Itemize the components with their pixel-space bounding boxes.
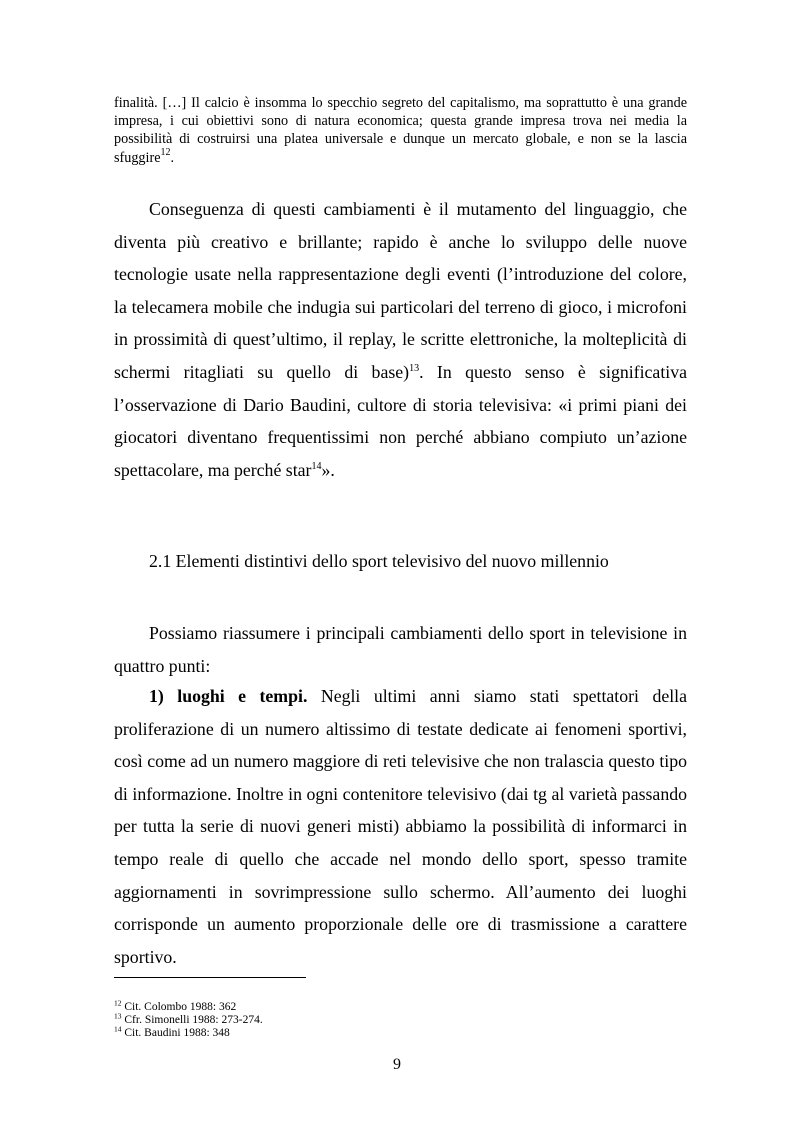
point-title: 1) luoghi e tempi. — [149, 686, 308, 706]
footnote-separator — [114, 977, 306, 978]
paragraph-linguaggio — [114, 193, 687, 486]
footnote-ref-14[interactable]: 14 — [311, 460, 322, 472]
paragraph-text: Negli ultimi anni siamo stati spettatori della proliferazione di un numero altissimo di testate dedicate ai fenomeni sportivi, così come ad un numero maggiore di reti televisive che non tralascia questo tipo di informazione. Inoltre in ogni contenitore televisivo (dai tg al varietà passando per tutta la serie di nuovi generi misti) abbiamo la possibilità di informarci in tempo reale di quello che accade nel mondo dello sport, spesso tramite aggiornamenti in sovrimpressione sullo schermo. All’aumento dei luoghi corrisponde un aumento proporzionale delle ore di trasmissione a carattere sportivo. — [114, 686, 687, 967]
footnote-14 — [114, 1024, 263, 1040]
footnote-text: Cit. Colombo 1988: 362 — [121, 1001, 237, 1013]
paragraph-intro-punti: Possiamo riassumere i principali cambiamenti dello sport in televisione in quattro punti: — [114, 623, 687, 676]
block-quote — [114, 94, 687, 167]
footnote-13 — [114, 1011, 263, 1027]
footnotes — [114, 998, 263, 1040]
paragraph-text: . In questo senso è significativa l’osservazione di Dario Baudini, cultore di storia televisiva: «i primi piani dei giocatori diventano frequentissimi non perché abbiano compiuto un’azione spettacolare, ma perché star — [114, 361, 687, 480]
footnote-number: 13 — [114, 1011, 122, 1021]
footnote-number: 12 — [114, 998, 122, 1008]
footnote-ref-13[interactable]: 13 — [409, 362, 420, 374]
footnote-text: Cit. Baudini 1988: 348 — [121, 1027, 230, 1039]
footnote-ref-12[interactable]: 12 — [160, 146, 171, 158]
paragraph-text: ». — [321, 459, 335, 480]
page-number: 9 — [393, 1056, 401, 1073]
section-heading: 2.1 Elementi distintivi dello sport televisivo del nuovo millennio — [149, 551, 609, 571]
footnote-12 — [114, 998, 263, 1014]
paragraph-luoghi-e-tempi — [114, 680, 687, 973]
footnote-text: Cfr. Simonelli 1988: 273-274. — [121, 1014, 263, 1026]
paragraph-text: Conseguenza di questi cambiamenti è il mutamento del linguaggio, che diventa più creativo e brillante; rapido è anche lo sviluppo delle nuove tecnologie usate nella rappresentazione degli eventi (l’introduzione del colore, la telecamera mobile che indugia sui particolari del terreno di gioco, i microfoni in prossimità di quest’ultimo, il replay, le scritte elettroniche, la molteplicità di schermi ritagliati su quello di base) — [114, 199, 687, 382]
footnote-number: 14 — [114, 1024, 122, 1034]
quote-text: finalità. […] Il calcio è insomma lo specchio segreto del capitalismo, ma soprattutto è una grande impresa, i cui obiettivi sono di natura economica; questa grande impresa trova nei media la possibilità di costruirsi una platea universale e dunque un mercato globale, e non se la lascia sfuggire — [114, 95, 687, 166]
quote-end: . — [170, 149, 175, 166]
